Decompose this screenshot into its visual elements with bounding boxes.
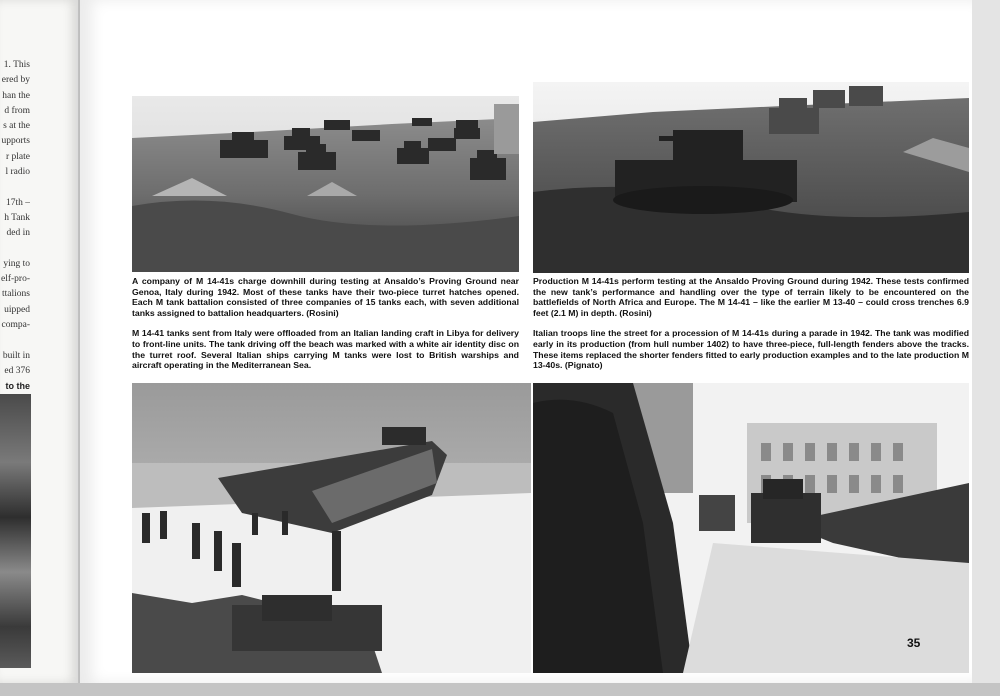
left-line: built in [2, 350, 30, 361]
caption-landing-craft: M 14-41 tanks sent from Italy were offloaded from an Italian landing craft in Libya for delivery to front-line units. The tank driving off the beach was marked with a white air identity disc on the turret roof. Several Italian ships carrying M tanks were lost to British warships and aircraft operating in the Mediterranean Sea. [132, 328, 519, 371]
left-line [0, 242, 30, 257]
left-line: compa- [1, 320, 30, 331]
caption-column-left [132, 276, 519, 381]
scan-bottom-edge [0, 683, 1000, 696]
left-page-text [0, 58, 30, 440]
left-line: uipped [4, 304, 30, 315]
left-line [0, 333, 30, 348]
left-line: ered by [1, 75, 30, 86]
left-line: ed 376 [4, 365, 30, 376]
right-page [80, 0, 972, 683]
left-page [0, 0, 78, 683]
left-line: ded in [6, 228, 30, 239]
left-line: elf-pro- [0, 274, 30, 285]
photo-tanks-downhill [132, 96, 519, 272]
left-line: 17th – [5, 197, 30, 208]
left-line: 1. This [3, 60, 30, 70]
caption-column-right [533, 276, 969, 381]
photo-tank-testing [533, 82, 969, 273]
caption-parade: Italian troops line the street for a procession of M 14-41s during a parade in 1942. The tank was modified early in its production (from hull number 1402) to have three-piece, full-length fenders above the tracks. These items replaced the shorter fenders fitted to early production examples and to the late production M 13-40s. (Pignato) [533, 328, 969, 371]
caption-tank-testing: Production M 14-41s perform testing at the Ansaldo Proving Ground during 1942. These tests confirmed the new tank’s performance and handling over the type of terrain likely to be encountered on the battlefields of North Africa and Europe. The M 14-41 – like the earlier M 13-40 – could cross trenches 6.9 feet (2.1 M) in depth. (Rosini) [533, 276, 969, 318]
photo-parade [533, 383, 969, 673]
left-line: upports [1, 136, 30, 147]
photo-landing-craft [132, 383, 531, 673]
left-line: ying to [3, 258, 30, 269]
left-line: han the [2, 90, 30, 101]
left-page-photo-fragment [0, 394, 31, 668]
left-line: d from [4, 105, 30, 116]
left-line: r plate [5, 151, 30, 162]
left-line: l radio [5, 167, 30, 178]
left-line: ttalions [2, 289, 30, 300]
left-bold-line: to the [5, 381, 30, 392]
left-line: s at the [3, 121, 30, 132]
caption-tanks-downhill: A company of M 14-41s charge downhill during testing at Ansaldo’s Proving Ground near Genoa, Italy during 1942. Most of these tanks have their two-piece turret hatches opened. Each M tank battalion consisted of three companies of 15 tanks each, with seven additional tanks assigned to battalion headquarters. (Rosini) [132, 276, 519, 318]
left-line: h Tank [4, 212, 30, 223]
page-number: 35 [907, 636, 921, 650]
left-line [0, 180, 30, 195]
